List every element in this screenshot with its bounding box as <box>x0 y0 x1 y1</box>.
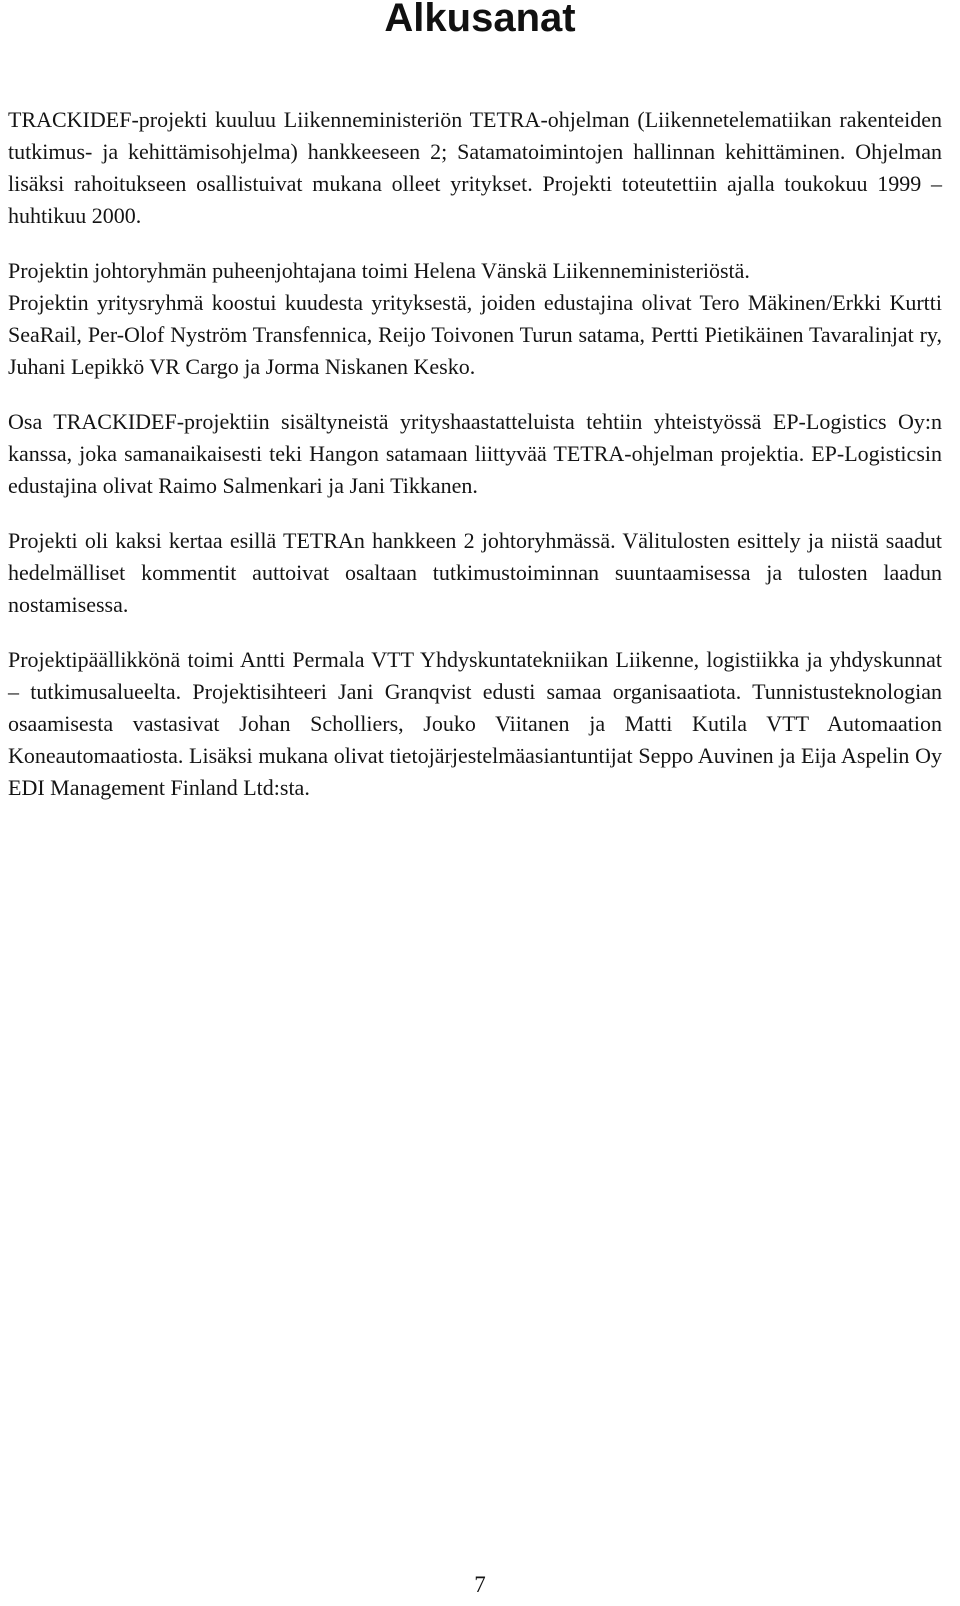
page-number: 7 <box>474 1572 486 1597</box>
page-title: Alkusanat <box>384 0 576 40</box>
paragraph-steering-group-chair: Projektin johtoryhmän puheenjohtajana toimi Helena Vänskä Liikenneministeriöstä. <box>8 258 750 283</box>
paragraph-project-team: Projektipäällikkönä toimi Antti Permala VTT Yhdyskuntatekniikan Liikenne, logistiikka ja yhdyskunnat – tutkimusalueelta. Projektisihteeri Jani Granqvist edusti samaa organisaatiota. Tunnistusteknologian osaamisesta vastasivat Johan Scholliers, Jouko Viitanen ja Matti Kutila VTT Automaation Koneautomaatiosta. Lisäksi mukana olivat tietojärjestelmäasiantuntijat Seppo Auvinen ja Eija Aspelin Oy EDI Management Finland Ltd:sta. <box>8 647 942 800</box>
body-text <box>8 104 942 804</box>
paragraph-project-intro: TRACKIDEF-projekti kuuluu Liikenneministeriön TETRA-ohjelman (Liikennetelematiikan rakenteiden tutkimus- ja kehittämisohjelma) hankkeeseen 2; Satamatoimintojen hallinnan kehittäminen. Ohjelman lisäksi rahoitukseen osallistuivat mukana olleet yritykset. Projekti toteutettiin ajalla toukokuu 1999 – huhtikuu 2000. <box>8 107 942 228</box>
paragraph-company-interviews: Osa TRACKIDEF-projektiin sisältyneistä yrityshaastatteluista tehtiin yhteistyössä EP-Logistics Oy:n kanssa, joka samanaikaisesti teki Hangon satamaan liittyvää TETRA-ohjelman projektia. EP-Logisticsin edustajina olivat Raimo Salmenkari ja Jani Tikkanen. <box>8 409 942 498</box>
paragraph-steering-presentations: Projekti oli kaksi kertaa esillä TETRAn hankkeen 2 johtoryhmässä. Välitulosten esittely ja niistä saadut hedelmälliset kommentit auttoivat osaltaan tutkimustoiminnan suuntaamisessa ja tulosten laadun nostamisessa. <box>8 528 942 617</box>
paragraph-company-group: Projektin yritysryhmä koostui kuudesta yrityksestä, joiden edustajina olivat Tero Mäkinen/Erkki Kurtti SeaRail, Per-Olof Nyström Transfennica, Reijo Toivonen Turun satama, Pertti Pietikäinen Tavaralinjat ry, Juhani Lepikkö VR Cargo ja Jorma Niskanen Kesko. <box>8 290 942 379</box>
